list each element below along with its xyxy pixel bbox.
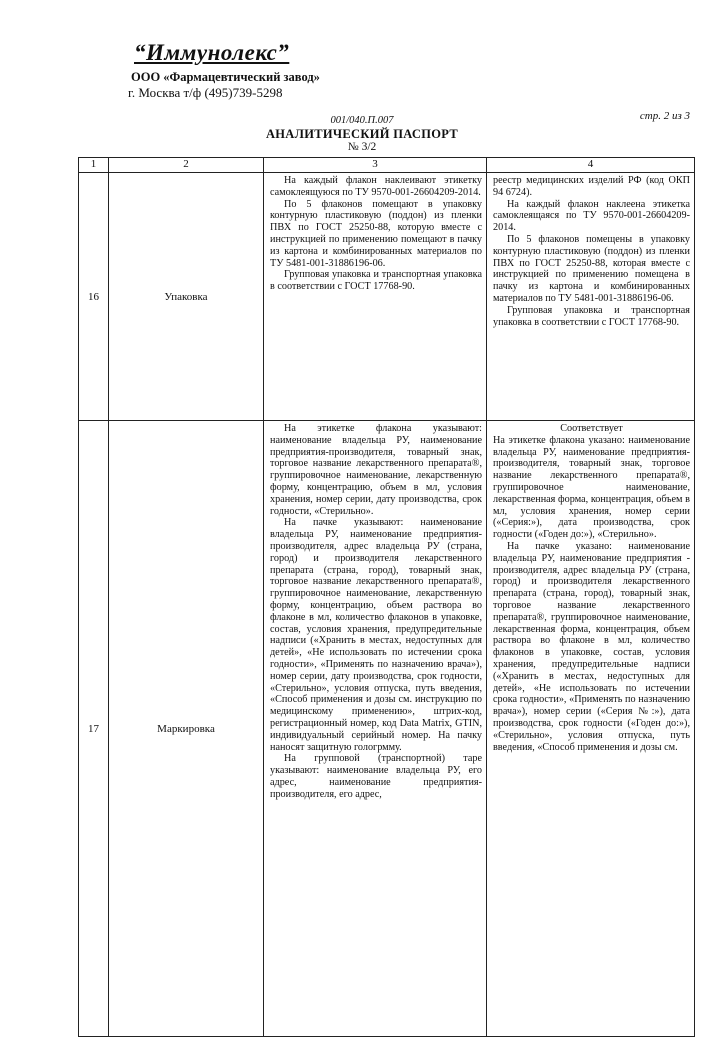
result-status: Соответствует (560, 423, 623, 434)
requirement-paragraph: Групповая упаковка и транспортная упаковка в соответствии с ГОСТ 17768-90. (270, 269, 482, 293)
requirement-paragraph: На этикетке флакона указывают: наименование владельца РУ, наименование предприятия-производителя, товарный знак, торговое название лекарственного препарата®, группировочное наименование, лекарственную форму, концентрацию, объем в мл, условия хранения, номер серии, дату производства, срок годности, «Стерильно». (270, 423, 482, 517)
company-name: “Иммунолекс” (134, 40, 290, 65)
column-header-3: 3 (264, 158, 487, 172)
row-number: 17 (79, 421, 109, 1036)
result-paragraph: На каждый флакон наклеена этикетка самоклеящаяся по ТУ 9570-001-26604209-2014. (493, 198, 690, 234)
requirement-cell (264, 421, 487, 1036)
requirement-cell (264, 173, 487, 420)
result-paragraph: По 5 флаконов помещены в упаковку контурную пластиковую (поддон) из пленки ПВХ по ГОСТ 25250-88, которая вместе с инструкцией по применению помещена в пачку из картона и комбинированных материалов по ТУ 5481-001-31886196-06. (493, 233, 690, 304)
result-cell (487, 173, 694, 420)
requirement-paragraph: На пачке указывают: наименование владельца РУ, наименование предприятия-производителя, адрес владельца РУ (страна, город) и производителя лекарственного препарата (страна, город), товарный знак, торговое название лекарственного препарата®, группировочное наименование, лекарственную форму, концентрацию, объем раствора во флаконе в мл, количество флаконов в упаковке, состав, условия хранения, предупредительные надписи («Хранить в местах, недоступных для детей», «Не использовать по истечении срока годности», «Применять по назначению врача»), номер серии, дату производства, срок годности, «Стерильно», условия отпуска, путь введения, «Способ применения и дозы см. инструкцию по медицинскому применению», штрих-код, регистрационный номер, код Data Matrix, GTIN, индивидуальный серийный номер. На пачку наносят защитную гологрмму. (270, 517, 482, 753)
table-row (79, 421, 694, 1036)
city-phone: г. Москва т/ф (495)739-5298 (128, 85, 283, 100)
result-paragraph: На пачке указано: наименование владельца РУ, наименование предприятия - производителя, адрес владельца РУ (страна, город) и производителя лекарственного препарата (страна, город), товарный знак, торговое название лекарственного препарата®, группировочное наименование, лекарственная форма, концентрация, объем раствора во флаконе в мл, количество флаконов в упаковке, состав, условия хранения, предупредительные надписи («Хранить в местах, недоступных для детей», «Не использовать по истечении срока годности», «Применять по назначению врача»), номер серии («Серия №:»), дата производства, срок годности («Годен до:»), «Стерильно», условия отпуска, путь введения, «Способ применения и дозы см. (493, 540, 690, 753)
requirement-paragraph: На групповой (транспортной) таре указывают: наименование владельца РУ, его адрес, наименование предприятия-производителя, его адрес, (270, 753, 482, 800)
column-header-4: 4 (587, 158, 594, 170)
passport-table (78, 157, 695, 1037)
row-parameter-name: Маркировка (109, 421, 264, 1036)
document-code: 001/040.П.007 (330, 115, 394, 126)
result-cell (487, 421, 694, 1036)
document-number: № 3/2 (347, 141, 377, 153)
result-paragraph: На этикетке флакона указано: наименование владельца РУ, наименование предприятия-производителя, товарный знак, торговое название лекарственного препарата®, группировочное наименование, лекарственная форма, концентрация, объем в мл, условия хранения, номер серии («Серия:»), дата производства, срок годности («Годен до:»), «Стерильно». (493, 434, 690, 541)
page-number: стр. 2 из 3 (639, 110, 690, 122)
row-number: 16 (79, 173, 109, 420)
column-header-2: 2 (109, 158, 264, 172)
table-header-row (79, 158, 694, 173)
row-parameter-name: Упаковка (109, 173, 264, 420)
requirement-paragraph: На каждый флакон наклеивают этикетку самоклеящуюся по ТУ 9570-001-26604209-2014. (270, 175, 482, 198)
table-row (79, 173, 694, 421)
document-title: АНАЛИТИЧЕСКИЙ ПАСПОРТ (265, 127, 459, 141)
column-header-1: 1 (79, 158, 109, 172)
result-paragraph: реестр медицинских изделий РФ (код ОКП 94 6724). (493, 175, 690, 198)
result-paragraph: Групповая упаковка и транспортная упаковка в соответствии с ГОСТ 17768-90. (493, 304, 690, 328)
requirement-paragraph: По 5 флаконов помещают в упаковку контурную пластиковую (поддон) из пленки ПВХ по ГОСТ 25250-88, которую вместе с инструкцией по применению помещают в пачку из картона и комбинированных материалов по ТУ 5481-001-31886196-06. (270, 198, 482, 269)
organization-name: ООО «Фармацевтический завод» (131, 70, 320, 84)
